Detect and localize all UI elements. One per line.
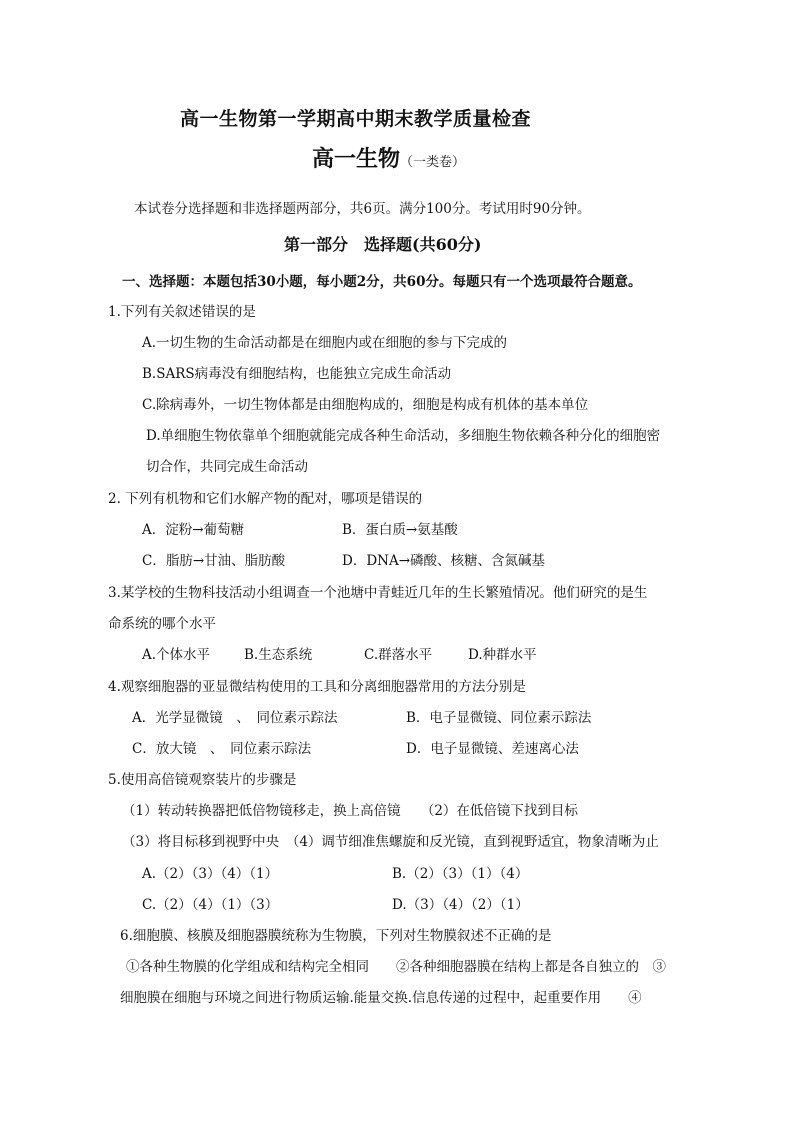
q3-stem-cont: 命系统的哪个水平 xyxy=(108,616,216,632)
q2-option-d: D．DNA→磷酸、核糖、含氮碱基 xyxy=(342,553,546,569)
q2-stem: 2. 下列有机物和它们水解产物的配对，哪项是错误的 xyxy=(108,491,423,507)
q5-steps-line2: （3）将目标移到视野中央 （4）调节细准焦螺旋和反光镜，直到视野适宜，物象清晰为止 xyxy=(122,834,659,850)
q5-option-b: B.（2）（3）（1）（4） xyxy=(392,866,529,882)
q6-statement-line1: ①各种生物膜的化学组成和结构完全相同 ②各种细胞器膜在结构上都是各自独立的 ③ xyxy=(126,959,666,975)
q1-option-b: B.SARS病毒没有细胞结构，也能独立完成生命活动 xyxy=(142,366,452,382)
q6-stem: 6.细胞膜、核膜及细胞器膜统称为生物膜，下列对生物膜叙述不正确的是 xyxy=(120,928,552,944)
q1-option-d: D.单细胞生物依靠单个细胞就能完成各种生命活动，多细胞生物依赖各种分化的细胞密 xyxy=(146,428,661,444)
q2-option-a: A．淀粉→葡萄糖 xyxy=(142,522,245,538)
q5-steps-line1: （1）转动转换器把低倍物镜移走，换上高倍镜 （2）在低倍镜下找到目标 xyxy=(122,803,578,819)
q3-option-a: A.个体水平 xyxy=(142,647,211,663)
part1-title: 第一部分 选择题(共60分) xyxy=(284,235,482,254)
q5-option-a: A.（2）（3）（4）（1） xyxy=(142,866,279,882)
part1-instruction: 一、选择题：本题包括30小题，每小题2分，共60分。每题只有一个选项最符合题意。 xyxy=(122,274,642,290)
q3-option-b: B.生态系统 xyxy=(244,647,313,663)
q3-option-d: D.种群水平 xyxy=(468,647,537,663)
exam-title: 高一生物第一学期高中期末教学质量检查 xyxy=(180,108,532,130)
q4-option-b: B．电子显微镜、同位素示踪法 xyxy=(406,710,592,726)
paper-type: （一类卷） xyxy=(400,155,466,170)
q4-option-d: D．电子显微镜、差速离心法 xyxy=(406,741,579,757)
q3-option-c: C.群落水平 xyxy=(364,647,433,663)
q5-option-d: D.（3）（4）（2）（1） xyxy=(392,897,529,913)
q4-stem: 4.观察细胞器的亚显微结构使用的工具和分离细胞器常用的方法分别是 xyxy=(108,679,526,695)
q6-statement-line2: 细胞膜在细胞与环境之间进行物质运输.能量交换.信息传递的过程中，起重要作用 ④ xyxy=(120,990,642,1006)
q4-option-c: C．放大镜 、 同位素示踪法 xyxy=(132,741,312,757)
q2-option-b: B．蛋白质→氨基酸 xyxy=(342,522,458,538)
q1-option-c: C.除病毒外，一切生物体都是由细胞构成的，细胞是构成有机体的基本单位 xyxy=(142,397,589,413)
subject-name: 高一生物 xyxy=(312,146,401,172)
subject-title xyxy=(312,142,465,173)
q4-option-a: A．光学显微镜 、 同位素示踪法 xyxy=(132,710,338,726)
q5-stem: 5.使用高倍镜观察装片的步骤是 xyxy=(108,772,297,788)
exam-intro: 本试卷分选择题和非选择题两部分，共6页。满分100分。考试用时90分钟。 xyxy=(134,201,591,217)
q1-option-a: A.一切生物的生命活动都是在细胞内或在细胞的参与下完成的 xyxy=(142,335,508,351)
q1-option-d-cont: 切合作，共同完成生命活动 xyxy=(146,459,308,475)
q2-option-c: C．脂肪→甘油、脂肪酸 xyxy=(142,553,286,569)
q5-option-c: C.（2）（4）（1）（3） xyxy=(142,897,279,913)
q1-stem: 1.下列有关叙述错误的是 xyxy=(108,304,256,320)
q3-stem: 3.某学校的生物科技活动小组调查一个池塘中青蛙近几年的生长繁殖情况。他们研究的是生 xyxy=(108,585,648,601)
